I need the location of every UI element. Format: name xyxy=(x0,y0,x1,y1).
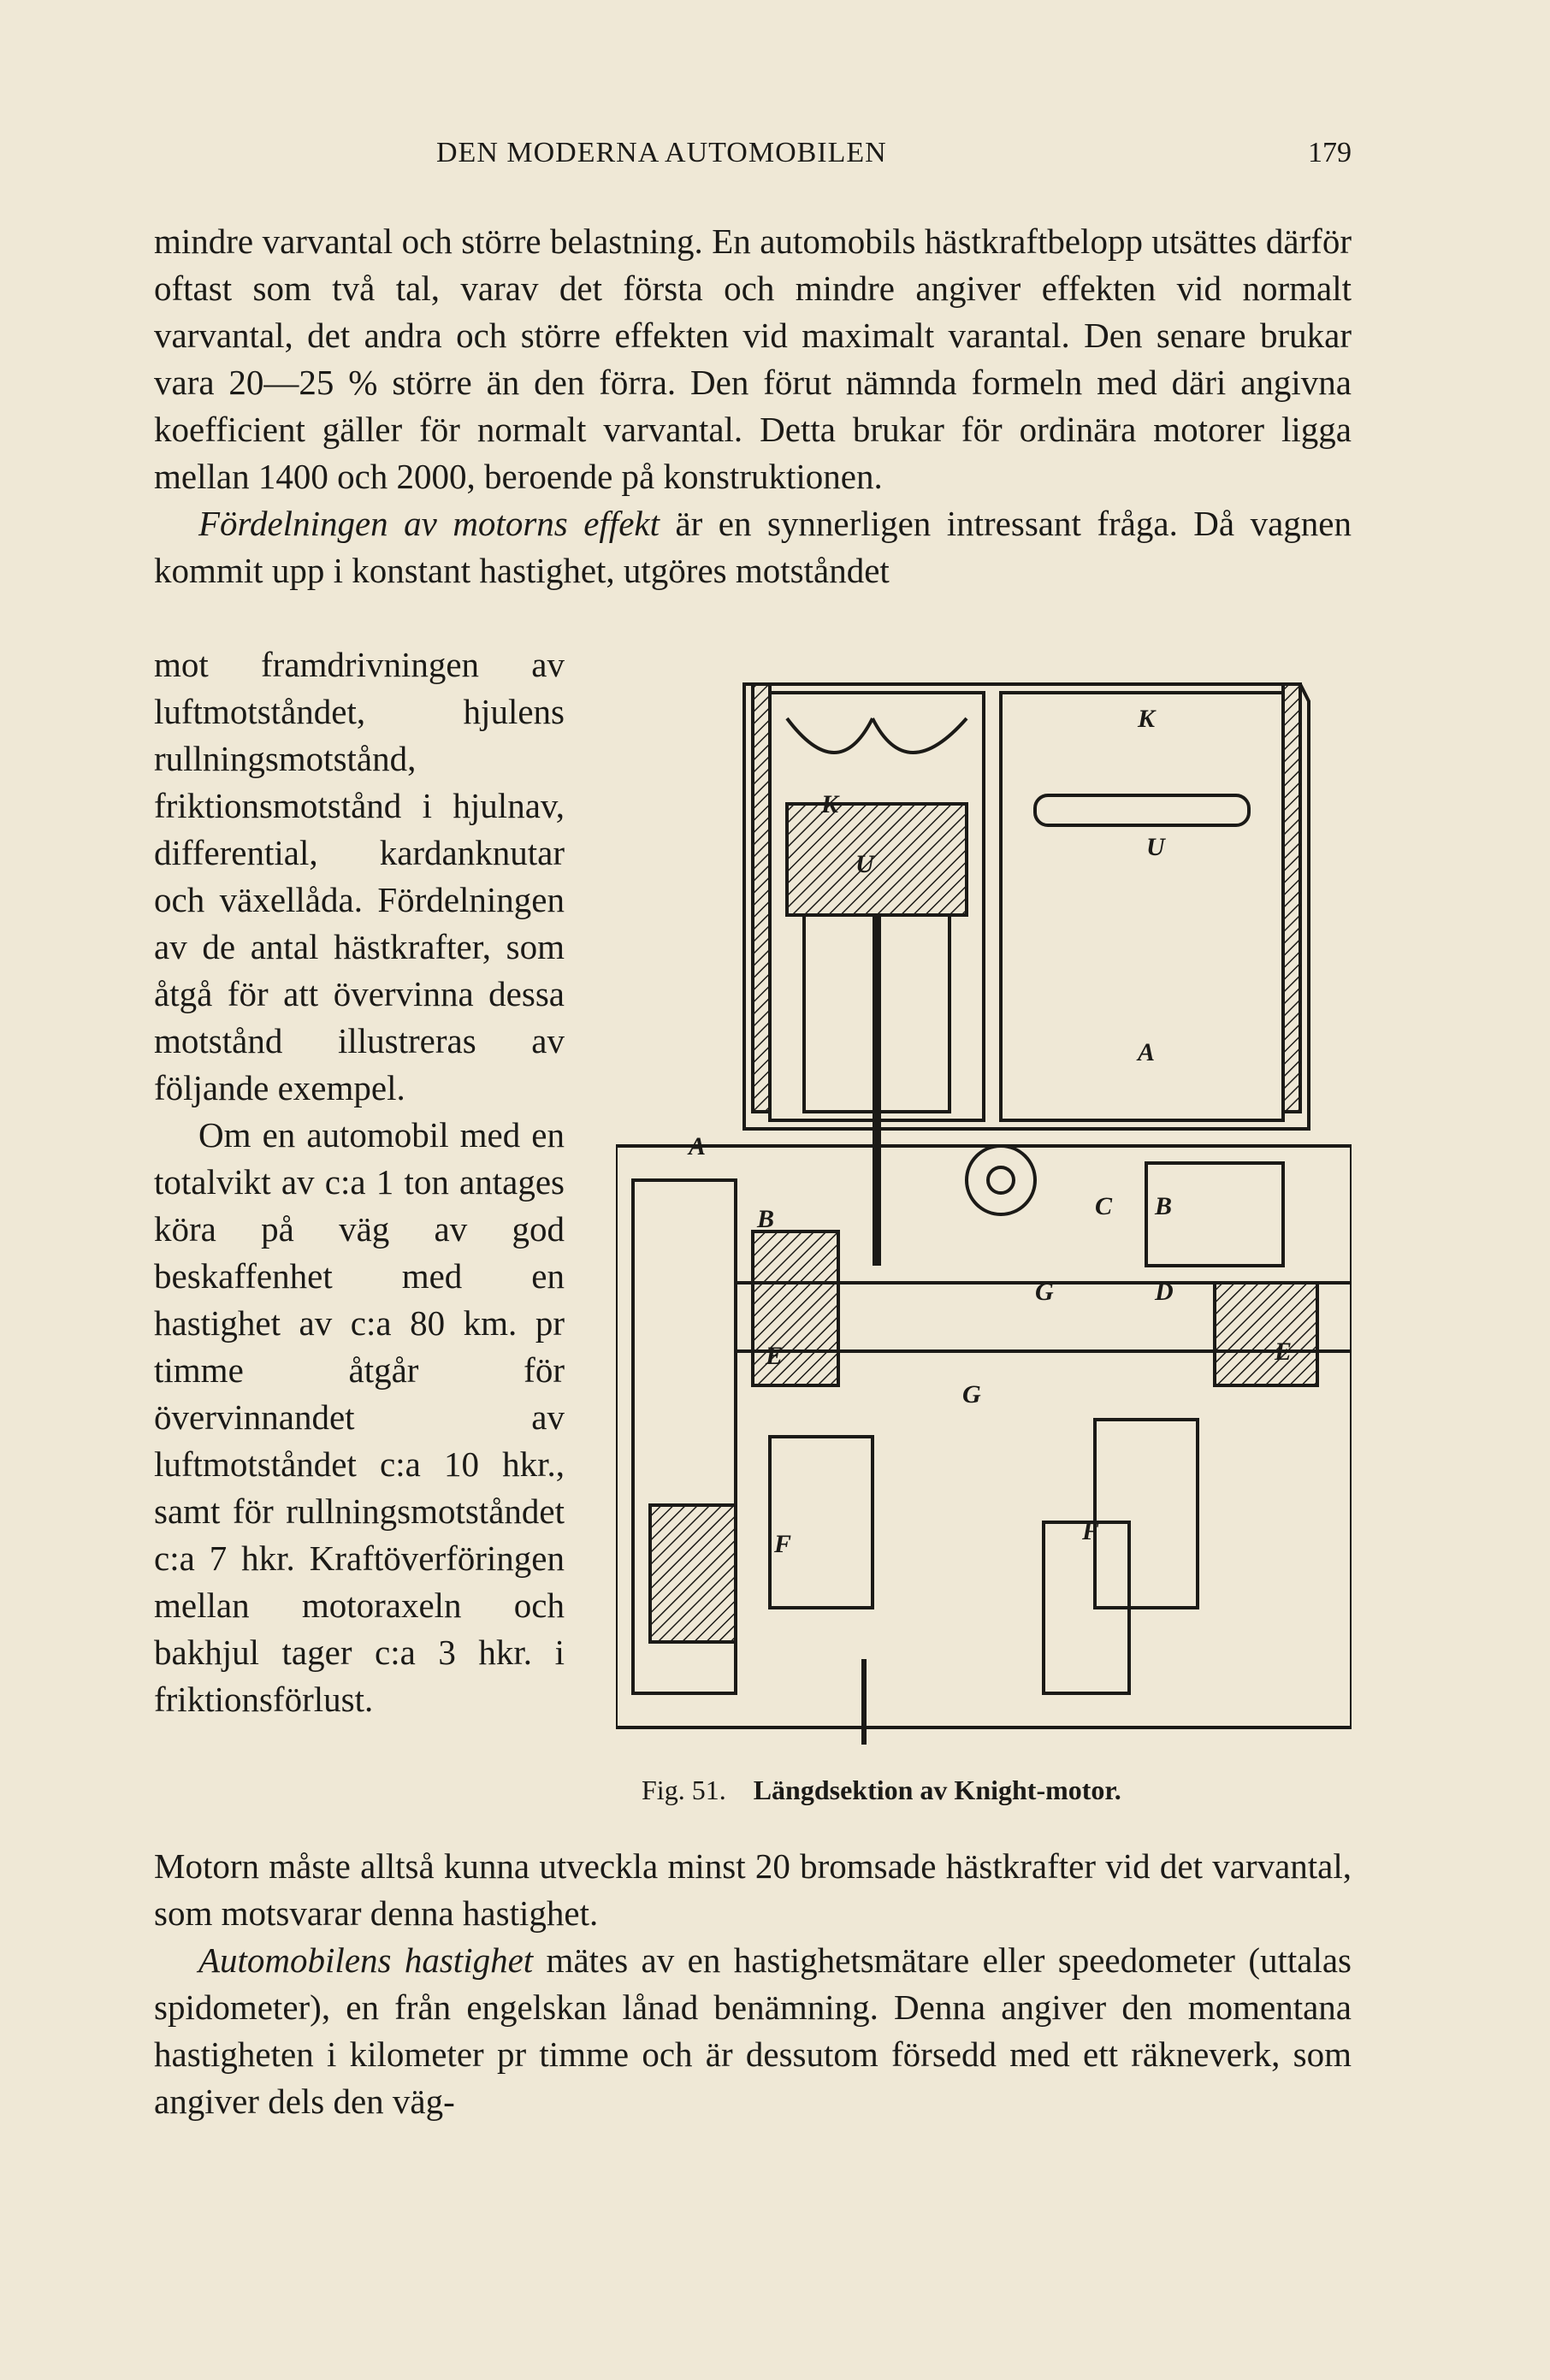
figure-caption xyxy=(642,1775,1121,1806)
label-g-lower: G xyxy=(962,1380,981,1409)
rear-bearing xyxy=(1215,1283,1317,1385)
label-b-right: B xyxy=(1155,1192,1173,1220)
lower-bearing-right xyxy=(1095,1420,1198,1608)
body-text-column xyxy=(154,641,565,1723)
label-e-left: E xyxy=(766,1342,784,1370)
figure-caption-text: Längdsektion av Knight-motor. xyxy=(753,1775,1121,1805)
lower-bearing-left xyxy=(770,1437,873,1608)
right-wall-hatch xyxy=(1283,684,1300,1112)
label-k-right: K xyxy=(1138,705,1156,733)
paragraph-3-continued: Motorn måste alltså kunna utveckla minst 20 bromsade hästkrafter vid det varvantal, som motsvarar denna hastighet. xyxy=(154,1846,1352,1933)
label-u-left: U xyxy=(855,850,874,878)
label-a-left: A xyxy=(689,1132,707,1160)
figure-knight-engine xyxy=(616,667,1352,1753)
paragraph-2-continued: mot framdrivningen av luftmotståndet, hjulens rullningsmotstånd, friktionsmotstånd i hjulnav, differential, kardanknutar och växellåda. Fördelningen av de antal hästkrafter, som åtgå för att övervinna dessa motstånd illustreras av följande exempel. xyxy=(154,645,565,1107)
timing-gear xyxy=(650,1505,736,1642)
label-g-upper: G xyxy=(1035,1278,1054,1306)
paragraph-1: mindre varvantal och större belastning. En automobils hästkraftbelopp utsättes därför oftast som två tal, varav det första och mindre angiver effekten vid normalt varvantal, det andra och större effekten vid maximalt varantal. Den senare brukar vara 20—25 % större än den förra. Den förut nämnda formeln med däri angivna koefficient gäller för normalt varvantal. Detta brukar för ordinära motorer ligga mellan 1400 och 2000, beroende på konstruktionen. xyxy=(154,221,1352,496)
label-k-left: K xyxy=(821,790,839,818)
paragraph-4-text: mätes av en hastighetsmätare eller speedometer (uttalas spidometer), en från engelskan lånad benämning. Denna angiver den momentana hastigheten i kilometer pr timme och är dessutom försedd med ett räkneverk, som angiver dels den väg- xyxy=(154,1940,1352,2121)
gear-hub xyxy=(988,1167,1014,1193)
left-cylinder-head xyxy=(787,718,967,753)
paragraph-4-emphasis: Automobilens hastighet xyxy=(198,1940,534,1980)
paragraph-2 xyxy=(154,500,1352,594)
left-piston-hatch xyxy=(787,804,967,915)
figure-caption-label: Fig. 51. xyxy=(642,1775,726,1805)
paragraph-3: Om en automobil med en totalvikt av c:a 1 ton antages köra på väg av god beskaffenhet med en hastighet av c:a 80 km. pr timme åtgår för övervinnandet av luftmotståndet c:a 10 hkr., samt för rullningsmotståndet c:a 7 hkr. Kraftöverföringen mellan motoraxeln och bakhjul tager c:a 3 hkr. i friktionsförlust. xyxy=(154,1115,565,1719)
body-text-bottom xyxy=(154,1843,1352,2125)
engine-section-drawing xyxy=(616,667,1352,1753)
label-e-right: E xyxy=(1275,1338,1293,1366)
label-c: C xyxy=(1095,1192,1113,1220)
label-d: D xyxy=(1155,1278,1174,1306)
label-f-right: F xyxy=(1082,1517,1100,1545)
label-u-right: U xyxy=(1146,833,1165,861)
label-a-right: A xyxy=(1138,1038,1156,1066)
left-wall-hatch xyxy=(753,684,770,1112)
right-sleeve-port xyxy=(1035,795,1249,825)
paragraph-4 xyxy=(154,1937,1352,2125)
body-text-top xyxy=(154,218,1352,594)
label-b-left: B xyxy=(757,1205,775,1233)
gear-wheel xyxy=(967,1146,1035,1214)
running-title: DEN MODERNA AUTOMOBILEN xyxy=(436,137,887,168)
page-header xyxy=(154,137,1352,180)
paragraph-2-text: är en synnerligen intressant fråga. Då vagnen kommit upp i konstant hastighet, utgöres motståndet xyxy=(154,504,1352,590)
paragraph-2-emphasis: Fördelningen av motorns effekt xyxy=(198,504,660,543)
page-number: 179 xyxy=(1308,137,1352,168)
label-f-left: F xyxy=(774,1530,792,1558)
